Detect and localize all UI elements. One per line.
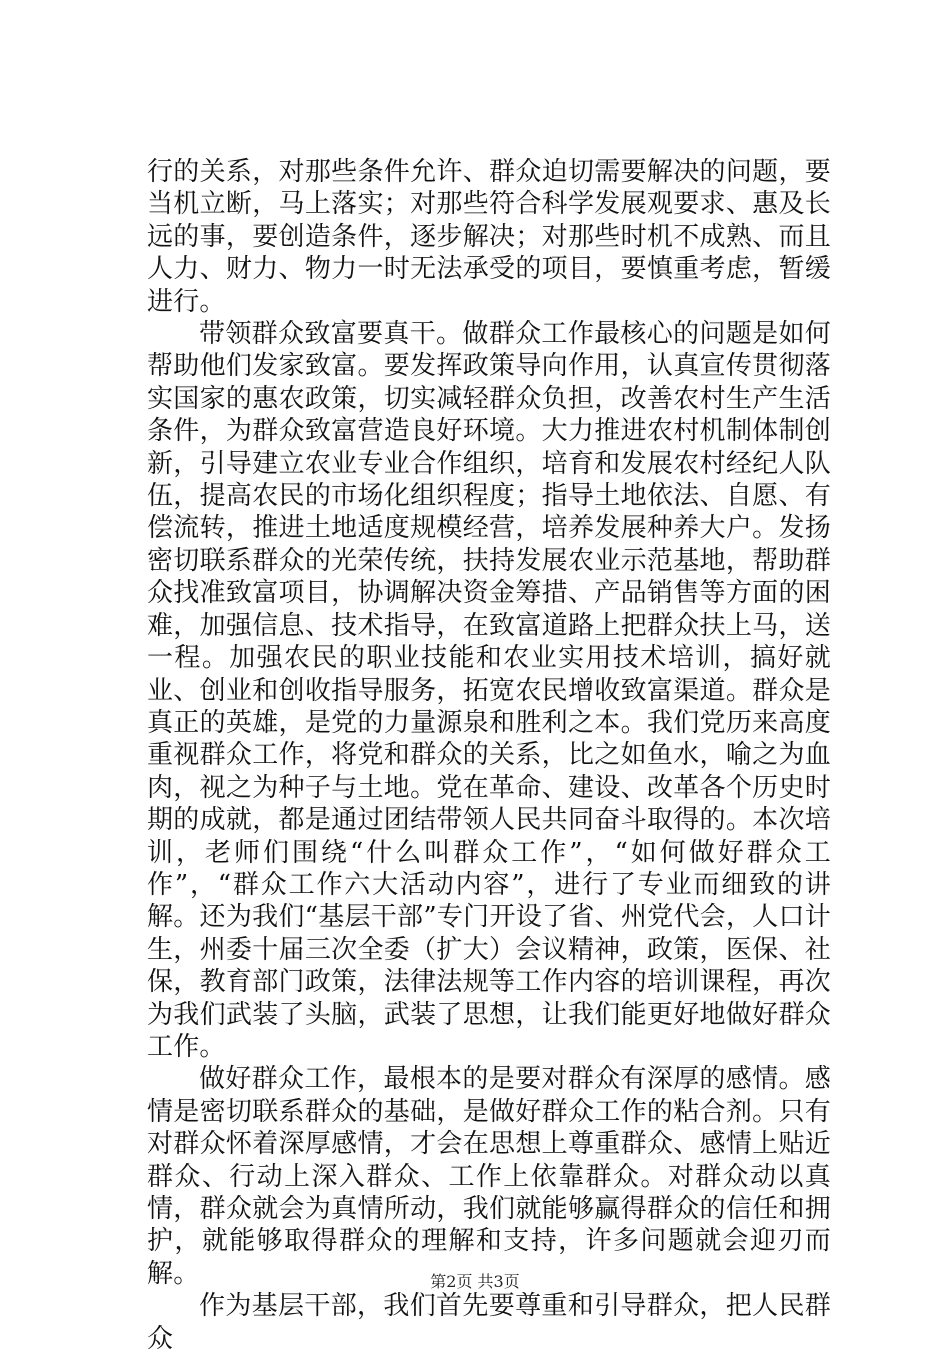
document-body <box>147 156 831 1355</box>
paragraph-grassroots-cadre: 作为基层干部，我们首先要尊重和引导群众，把人民群众 <box>147 1291 831 1354</box>
paragraph-continued: 行的关系，对那些条件允许、群众迫切需要解决的问题，要当机立断，马上落实；对那些符合科学发展观要求、惠及长远的事，要创造条件，逐步解决；对那些时机不成熟、而且人力、财力、物力一时无法承受的项目，要慎重考虑，暂缓进行。 <box>147 157 831 317</box>
paragraph-deep-feeling: 做好群众工作，最根本的是要对群众有深厚的感情。感情是密切联系群众的基础，是做好群众工作的粘合剂。只有对群众怀着深厚感情，才会在思想上尊重群众、感情上贴近群众、行动上深入群众、工作上依靠群众。对群众动以真情，群众就会为真情所动，我们就能够赢得群众的信任和拥护，就能够取得群众的理解和支持，许多问题就会迎刃而解。 <box>147 1064 831 1289</box>
paragraph-lead-rich: 带领群众致富要真干。做群众工作最核心的问题是如何帮助他们发家致富。要发挥政策导向作用，认真宣传贯彻落实国家的惠农政策，切实减轻群众负担，改善农村生产生活条件，为群众致富营造良好环境。大力推进农村机制体制创新，引导建立农业专业合作组织，培育和发展农村经纪人队伍，提高农民的市场化组织程度；指导土地依法、自愿、有偿流转，推进土地适度规模经营，培养发展种养大户。发扬密切联系群众的光荣传统，扶持发展农业示范基地，帮助群众找准致富项目，协调解决资金筹措、产品销售等方面的困难，加强信息、技术指导，在致富道路上把群众扶上马，送一程。加强农民的职业技能和农业实用技术培训，搞好就业、创业和创收指导服务，拓宽农民增收致富渠道。群众是真正的英雄，是党的力量源泉和胜利之本。我们党历来高度重视群众工作，将党和群众的关系，比之如鱼水，喻之为血肉，视之为种子与土地。党在革命、建设、改革各个历史时期的成就，都是通过团结带领人民共同奋斗取得的。本次培训，老师们围绕“什么叫群众工作”，“如何做好群众工作”，“群众工作六大活动内容”，进行了专业而细致的讲解。还为我们“基层干部”专门开设了省、州党代会，人口计生，州委十届三次全委（扩大）会议精神，政策，医保、社保，教育部门政策，法律法规等工作内容的培训课程，再次为我们武装了头脑，武装了思想，让我们能更好地做好群众工作。 <box>147 319 831 1062</box>
page-number-footer: 第2页 共3页 <box>430 1272 520 1291</box>
